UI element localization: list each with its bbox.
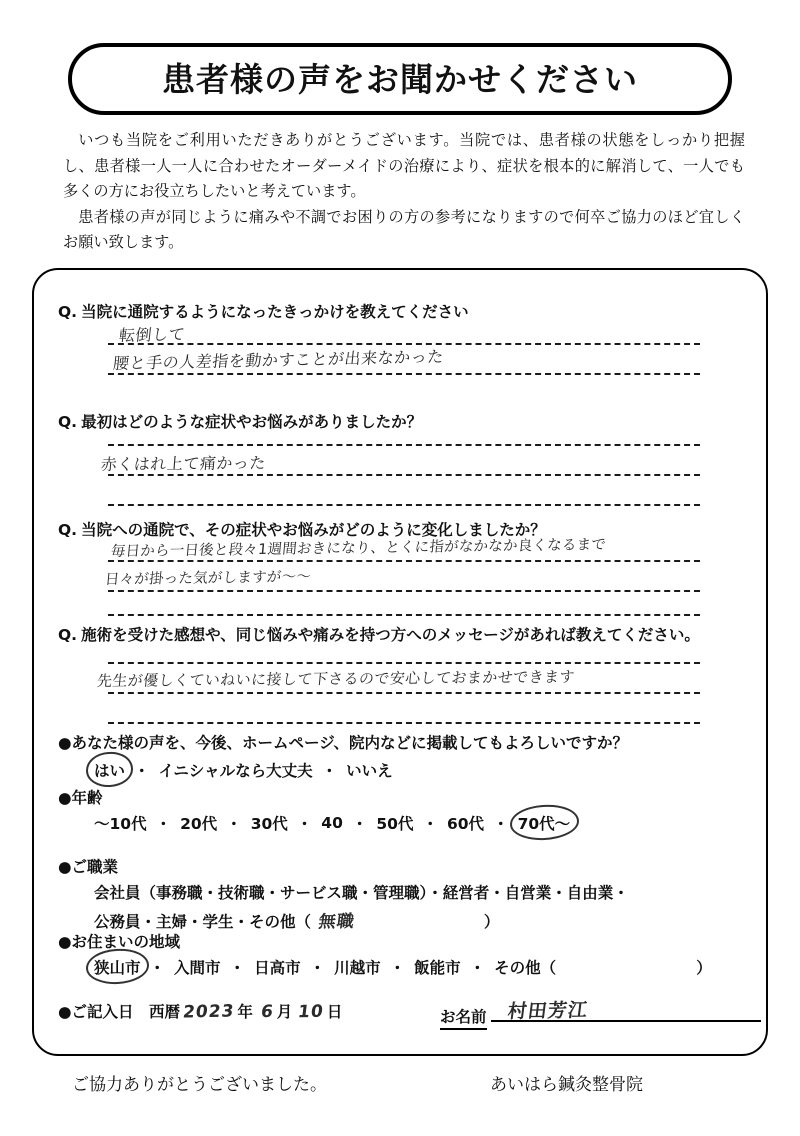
age-separator-3: ・ [296, 815, 313, 833]
entry-date-label: ●ご記入日 西暦 [58, 1003, 181, 1021]
permission-option-row [94, 759, 393, 781]
permission-separator-1: ・ [134, 762, 150, 780]
occupation-line-2 [94, 907, 499, 932]
answer-line-2-3[interactable] [108, 504, 700, 506]
area-separator-3: ・ [309, 959, 326, 977]
area-separator-5: ・ [469, 959, 486, 977]
area-option-kawagoe[interactable]: 川越市 [334, 959, 381, 977]
page-title: 患者様の声をお聞かせください [162, 59, 638, 99]
question-3-text: 当院への通院で、その症状やお悩みがどのように変化しましたか？ [81, 521, 546, 539]
age-separator-4: ・ [351, 815, 368, 833]
entry-name-row [440, 1000, 761, 1030]
entry-name-label: お名前 [440, 1005, 487, 1030]
answer-3-handwriting-line-1: 毎日から一日後と段々1週間おきになり、とくに指がなかなか良くなるまで [110, 537, 607, 561]
question-1-label [58, 300, 469, 322]
area-other-open-paren: （ [540, 959, 557, 977]
occupation-heading: ●ご職業 [58, 858, 119, 876]
answer-line-4-2[interactable] [108, 692, 700, 694]
answer-line-2-1[interactable] [108, 444, 700, 446]
age-option-under-10s[interactable]: ～10代 [94, 815, 147, 833]
answer-line-2-2[interactable] [108, 474, 700, 476]
occupation-other-suffix: ） [483, 913, 500, 931]
question-3-prefix: Q. [58, 521, 78, 539]
occupation-other-value: 無職 [317, 911, 357, 933]
occupation-line-1[interactable]: 会社員（事務職・技術職・サービス職・管理職）・経営者・自営業・自由業・ [94, 884, 629, 902]
question-2-text: 最初はどのような症状やお悩みがありましたか？ [81, 413, 423, 431]
permission-heading: ●あなた様の声を、今後、ホームページ、院内などに掲載してもよろしいですか？ [58, 734, 628, 752]
question-4-text: 施術を受けた感想や、同じ悩みや痛みを持つ方へのメッセージがあれば教えてください。 [81, 626, 700, 644]
age-separator-1: ・ [155, 815, 172, 833]
intro-text [63, 128, 745, 256]
age-option-60s[interactable]: 60代 [446, 815, 485, 833]
area-option-iruma[interactable]: 入間市 [174, 959, 221, 977]
age-option-40[interactable]: 40 [321, 814, 343, 832]
question-2-label [58, 410, 422, 432]
age-option-row [94, 812, 570, 834]
area-option-sayama[interactable]: 狭山市 [94, 956, 141, 978]
entry-day-unit: 日 [326, 1003, 343, 1021]
question-1-text: 当院に通院するようになったきっかけを教えてください [81, 303, 469, 321]
answer-2-handwriting-line-1: 赤くはれ上て痛かった [100, 453, 267, 475]
age-option-50s[interactable]: 50代 [376, 815, 414, 833]
title-banner [68, 43, 732, 115]
answer-4-handwriting-line-1: 先生が優しくていねいに接して下さるので安心しておまかせできます [96, 667, 576, 691]
answer-line-4-1[interactable] [108, 662, 700, 664]
area-option-other[interactable]: その他 [494, 959, 541, 977]
entry-month-value[interactable]: 6 [259, 1001, 275, 1023]
answer-line-3-1[interactable] [108, 560, 700, 562]
answer-3-handwriting-line-2: 日々が掛った気がしますが～～ [104, 569, 312, 589]
entry-day-value[interactable]: 10 [296, 1001, 326, 1023]
occupation-other-prefix[interactable]: 公務員・主婦・学生・その他（ [94, 913, 312, 931]
permission-option-yes[interactable]: はい [94, 759, 125, 781]
area-option-row [94, 956, 712, 978]
answer-line-3-3[interactable] [108, 614, 700, 616]
question-1-prefix: Q. [58, 303, 78, 321]
age-separator-5: ・ [422, 815, 438, 833]
permission-option-no[interactable]: いいえ [346, 762, 393, 780]
intro-paragraph-2: 患者様の声が同じように痛みや不調でお困りの方の参考になりますので何卒ご協力のほど宜しくお願い致します。 [63, 207, 746, 251]
age-option-20s[interactable]: 20代 [180, 815, 218, 833]
answer-1-handwriting-line-1: 転倒して [118, 324, 187, 346]
entry-name-value: 村田芳江 [505, 999, 589, 1023]
question-2-prefix: Q. [58, 413, 78, 431]
area-option-hidaka[interactable]: 日高市 [254, 959, 301, 977]
area-separator-1: ・ [149, 959, 166, 977]
permission-option-initial[interactable]: イニシャルなら大丈夫 [158, 762, 313, 780]
area-heading: ●お住まいの地域 [58, 933, 181, 951]
entry-year-value[interactable]: 2023 [181, 1001, 236, 1023]
entry-name-field[interactable] [491, 1000, 761, 1022]
age-separator-2: ・ [226, 815, 242, 833]
area-other-close-paren: ） [696, 959, 712, 977]
footer-thanks-text: ご協力ありがとうございました。 [72, 1075, 327, 1095]
age-option-30s[interactable]: 30代 [250, 815, 288, 833]
age-option-70s-plus[interactable]: 70代～ [518, 812, 571, 834]
answer-line-1-2[interactable] [108, 373, 700, 375]
question-4-label [58, 623, 700, 645]
entry-month-unit: 月 [276, 1003, 293, 1021]
age-heading: ●年齢 [58, 789, 103, 807]
question-4-prefix: Q. [58, 626, 78, 644]
intro-paragraph-1: いつも当院をご利用いただきありがとうございます。当院では、患者様の状態をしっかり把握し、患者様一人一人に合わせたオーダーメイドの治療により、症状を根本的に解消して、一人でも多くの方にお役立ちしたいと考えています。 [63, 131, 745, 200]
entry-date-row [58, 1000, 342, 1022]
age-separator-6: ・ [493, 815, 509, 833]
entry-year-unit: 年 [237, 1003, 253, 1021]
area-option-hanno[interactable]: 飯能市 [414, 959, 461, 977]
area-separator-2: ・ [229, 959, 246, 977]
answer-line-4-3[interactable] [108, 722, 700, 724]
answer-line-3-2[interactable] [108, 590, 700, 592]
answer-1-handwriting-line-2: 腰と手の人差指を動かすことが出来なかった [112, 347, 445, 374]
permission-separator-2: ・ [321, 762, 338, 780]
area-separator-4: ・ [389, 959, 406, 977]
footer-clinic-name: あいはら鍼灸整骨院 [490, 1075, 643, 1095]
